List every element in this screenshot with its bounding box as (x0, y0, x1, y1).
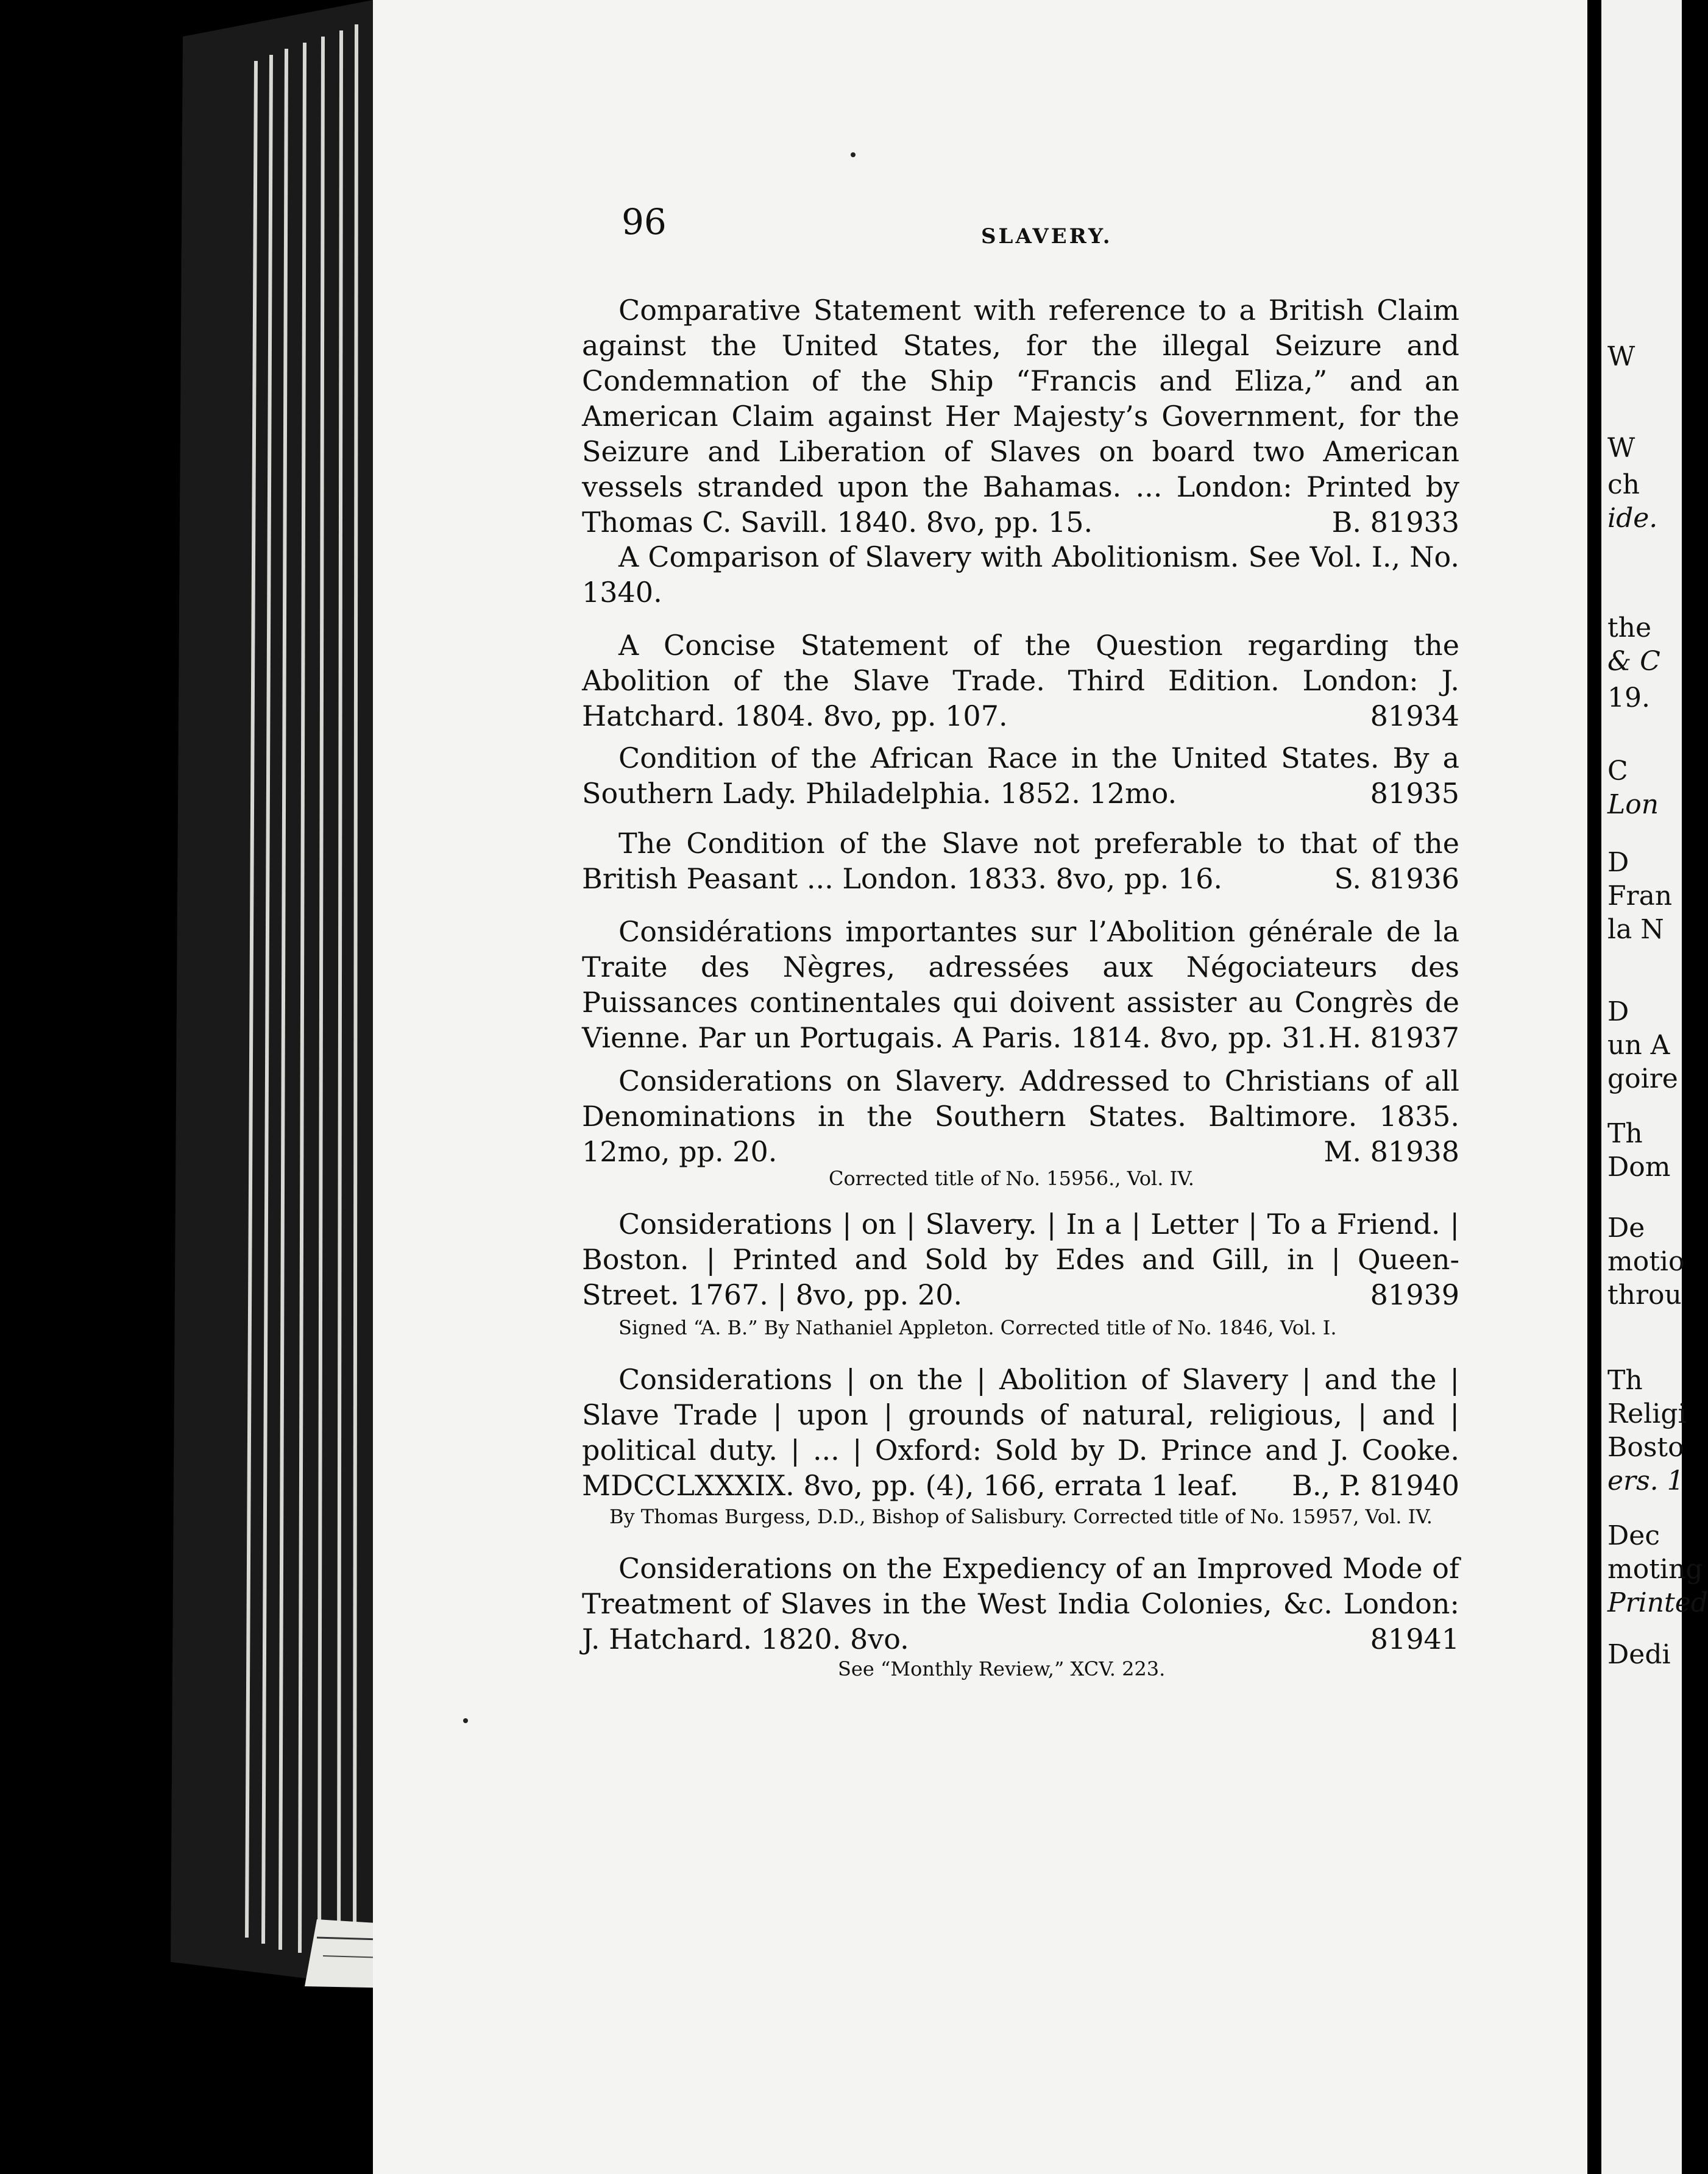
entry-text: The Condition of the Slave not preferable to that of the British Peasant ... London. 1833. 8vo, pp. 16. (582, 827, 1459, 895)
entry-number: H. 81937 (1328, 1021, 1459, 1054)
entry-text: Condition of the African Race in the United States. By a Southern Lady. Philadelphia. 1852. 12mo. (582, 742, 1459, 810)
speck (851, 152, 856, 157)
catalog-entry (582, 292, 1459, 540)
facing-fragment: De (1607, 1213, 1645, 1244)
facing-fragment: Fran (1607, 880, 1673, 912)
facing-fragment: Th (1607, 1118, 1643, 1149)
facing-fragment: ide. (1607, 503, 1658, 534)
facing-fragment: 19. (1607, 682, 1650, 713)
catalog-entry (582, 1206, 1459, 1312)
entry-number: 81941 (1370, 1623, 1459, 1655)
facing-fragment: W (1607, 433, 1635, 464)
facing-fragment: moting (1607, 1554, 1703, 1585)
catalog-entry (582, 1362, 1459, 1503)
entry-number: B. 81933 (1331, 506, 1459, 539)
facing-fragment: & C (1607, 646, 1660, 677)
facing-fragment: la N (1607, 914, 1664, 945)
speck (463, 1718, 468, 1723)
entry-text: A Concise Statement of the Question regarding the Abolition of the Slave Trade. Third Edition. London: J. Hatchard. 1804. 8vo, pp. 107. (582, 629, 1459, 732)
entry-text: Considerations | on | Slavery. | In a | Letter | To a Friend. | Boston. | Printed and Sold by Edes and Gill, in | Queen-Street. 1767. | 8vo, pp. 20. (582, 1208, 1459, 1311)
facing-fragment: motio (1607, 1246, 1685, 1277)
facing-fragment: Dom (1607, 1152, 1671, 1183)
facing-fragment: W (1607, 341, 1635, 372)
facing-fragment: goire (1607, 1063, 1678, 1094)
facing-fragment: ers. 1 (1607, 1465, 1684, 1496)
facing-fragment: C (1607, 756, 1628, 787)
facing-fragment: Religi (1607, 1398, 1687, 1429)
entry-note: Corrected title of No. 15956., Vol. IV. (829, 1167, 1194, 1190)
facing-page-edge (1601, 0, 1708, 2174)
entry-number: 81939 (1370, 1278, 1459, 1311)
facing-fragment: D (1607, 847, 1629, 878)
catalog-entry (582, 914, 1459, 1055)
catalog-entry (582, 628, 1459, 734)
entry-note: By Thomas Burgess, D.D., Bishop of Salisbury. Corrected title of No. 15957, Vol. IV. (609, 1505, 1433, 1528)
facing-fragment: Printed (1607, 1587, 1708, 1618)
facing-fragment: Lon (1607, 789, 1659, 820)
facing-fragment: un A (1607, 1030, 1670, 1061)
facing-fragment: Dedi (1607, 1639, 1671, 1670)
facing-fragment: throu (1607, 1280, 1682, 1311)
running-head: SLAVERY. (981, 224, 1113, 249)
entry-text: Considerations on Slavery. Addressed to Christians of all Denominations in the Southern States. Baltimore. 1835. 12mo, pp. 20. (582, 1064, 1459, 1168)
catalog-entry (582, 1063, 1459, 1169)
entry-text: A Comparison of Slavery with Abolitionism. See Vol. I., No. 1340. (582, 540, 1459, 609)
entry-text: Considerations | on the | Abolition of Slavery | and the | Slave Trade | upon | grounds of natural, religious, | and | political duty. | ... | Oxford: Sold by D. Prince and J. Cooke. MDCCLXXXIX. 8vo, pp. (4), 166, errata 1 leaf. (582, 1363, 1459, 1502)
facing-fragment: D (1607, 996, 1629, 1027)
entry-number: S. 81936 (1334, 862, 1459, 895)
catalog-entry (582, 539, 1459, 610)
catalog-entry (582, 740, 1459, 811)
entry-text: Considérations importantes sur l’Abolition générale de la Traite des Nègres, adressées aux Négociateurs des Puissances continentales qui doivent assister au Congrès de Vienne. Par un Portugais. A Paris. 1814. 8vo, pp. 31. (582, 915, 1459, 1054)
catalog-entry (582, 826, 1459, 896)
entry-number: B., P. 81940 (1292, 1469, 1459, 1502)
entry-note: See “Monthly Review,” XCV. 223. (838, 1657, 1166, 1680)
facing-fragment: the (1607, 612, 1652, 643)
entry-number: 81934 (1370, 699, 1459, 732)
facing-fragment: Dec (1607, 1520, 1660, 1551)
page-number: 96 (622, 201, 667, 243)
facing-fragment: Bosto (1607, 1432, 1684, 1463)
facing-fragment: Th (1607, 1365, 1643, 1396)
entry-text: Comparative Statement with reference to a British Claim against the United States, for the illegal Seizure and Condemnation of the Ship “Francis and Eliza,” and an American Claim against Her Majesty’s Government, for the Seizure and Liberation of Slaves on board two American vessels stranded upon the Bahamas. ... London: Printed by Thomas C. Savill. 1840. 8vo, pp. 15. (582, 294, 1459, 539)
entry-note: Signed “A. B.” By Nathaniel Appleton. Corrected title of No. 1846, Vol. I. (618, 1316, 1337, 1339)
entry-number: 81935 (1370, 777, 1459, 810)
entry-number: M. 81938 (1324, 1135, 1459, 1168)
catalog-entry (582, 1551, 1459, 1657)
entry-text: Considerations on the Expediency of an Improved Mode of Treatment of Slaves in the West India Colonies, &c. London: J. Hatchard. 1820. 8vo. (582, 1552, 1459, 1655)
facing-fragment: ch (1607, 469, 1640, 500)
